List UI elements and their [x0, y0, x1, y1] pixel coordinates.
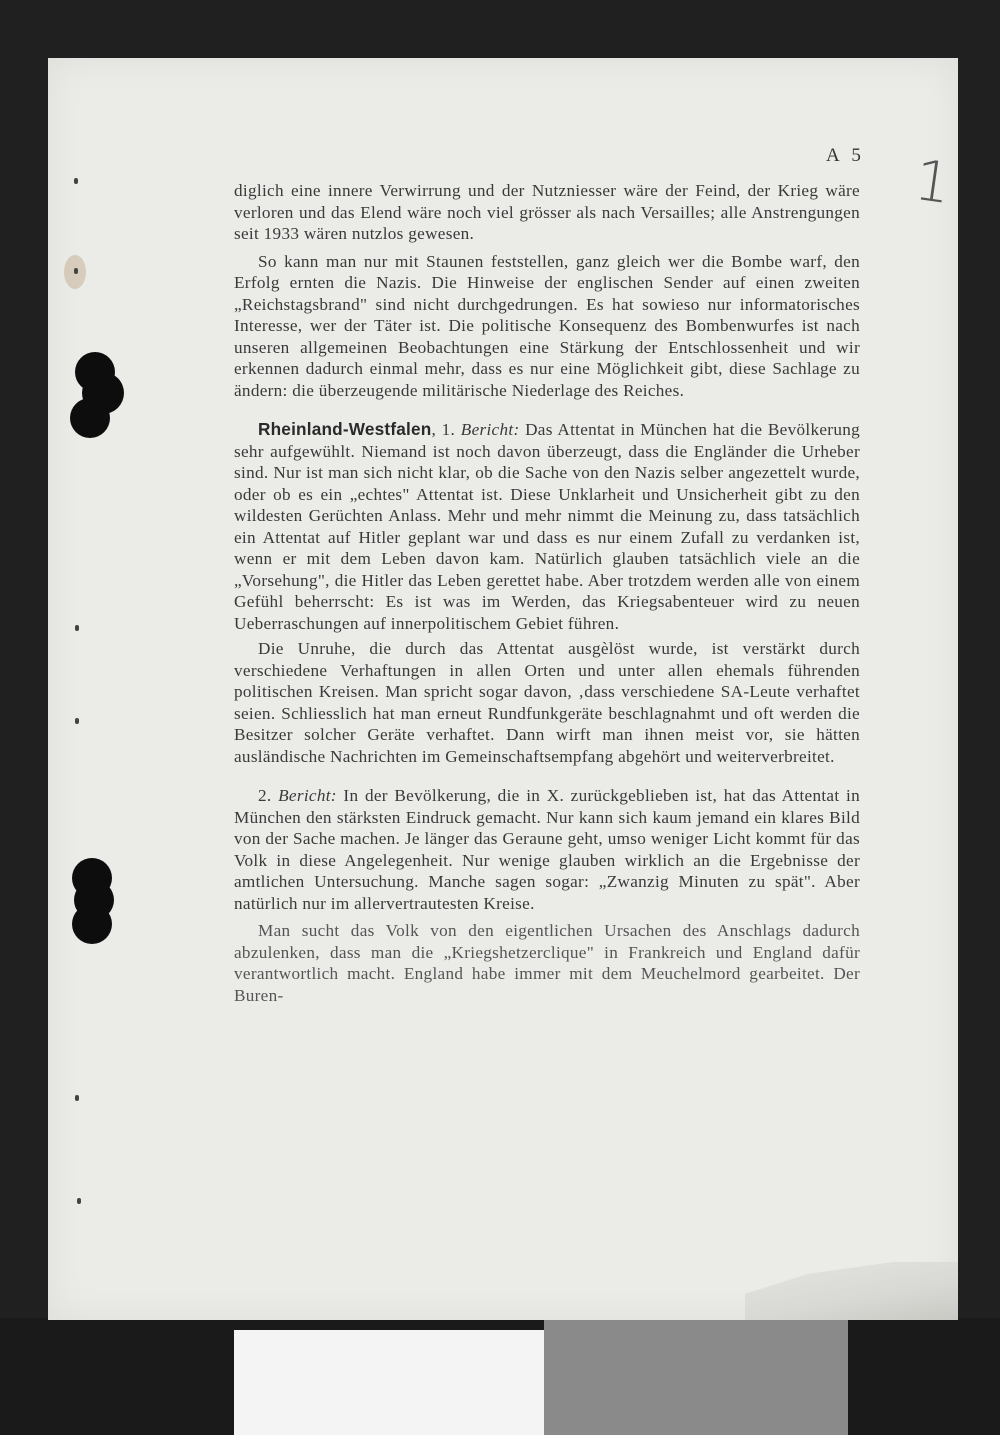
paragraph [234, 638, 860, 767]
report-number: , 1. [431, 420, 461, 439]
paragraph-text: In der Bevölkerung, die in X. zurückgeblieben ist, hat das Attentat in München den stärksten Eindruck gemacht. Nur kann sich kaum jemand ein klares Bild von der Sache machen. Je länger das Geraune geht, umso weniger Licht kommt für das Volk in diese Angelegenheit. Nur wenige glauben wirklich an die Ergebnisse der amtlichen Untersuchung. Manche sagen sogar: „Zwanzig Minuten zu spät". Aber natürlich nur im allervertrautesten Kreise. [234, 786, 860, 913]
paragraph-text: diglich eine innere Verwirrung und der Nutzniesser wäre der Feind, der Krieg wäre verloren und das Elend wäre noch viel grösser als nach Versailles; alle Anstrengungen seit 1933 wären nutzlos gewesen. [234, 181, 860, 243]
report-paragraph [234, 785, 860, 914]
paragraph-text: Die Unruhe, die durch das Attentat ausgèlöst wurde, ist verstärkt durch verschiedene Verhaftungen in allen Orten und unter allen ehemals führenden politischen Kreisen. Man spricht sogar davon, ‚dass verschiedene SA-Leute verhaftet seien. Schliesslich hat man erneut Rundfunkgeräte beschlagnahmt und oft werden die Besitzer solcher Geräte verhaftet. Dann wirft man ihnen meist vor, sie hätten ausländische Nachrichten im Gemeinschaftsempfang abgehört und weiterverbreitet. [234, 639, 860, 766]
paragraph-text: Man sucht das Volk von den eigentlichen Ursachen des Anschlags dadurch abzulenken, dass man die „Kriegshetzerclique" in Frankreich und England dafür verantwortlich macht. England habe immer mit dem Meuchelmord gearbeitet. Der Buren- [234, 921, 860, 1005]
paragraph-text: Das Attentat in München hat die Bevölkerung sehr aufgewühlt. Niemand ist noch davon überzeugt, dass die Engländer die Urheber sind. Nur ist man sich nicht klar, ob die Sache von den Nazis selber angezettelt wurde, oder ob es ein „echtes" Attentat ist. Diese Unklarheit und Unsicherheit gibt zu den wildesten Gerüchten Anlass. Mehr und mehr nimmt die Meinung zu, dass tatsächlich ein Attentat auf Hitler geplant war und dass es nur einem Zufall zu verdanken ist, wenn er mit dem Leben davon kam. Natürlich glauben tatsächlich viele an die „Vorsehung", die Hitler das Leben gerettet habe. Aber trotzdem werden alle von einem Gefühl beherrscht: Es ist was im Werden, das Kriegsabenteuer wird zu neuen Ueberraschungen auf innerpolitischem Gebiet führen. [234, 420, 861, 633]
gray-calibration-swatch [544, 1318, 848, 1435]
report-paragraph [234, 419, 860, 634]
staple-mark [75, 625, 79, 631]
document-body [234, 180, 860, 1006]
page-number: A 5 [826, 145, 865, 166]
report-label: Bericht: [278, 786, 337, 805]
pencil-annotation: 1 [910, 147, 955, 218]
punch-hole [72, 904, 112, 944]
paragraph-text: So kann man nur mit Staunen feststellen, ganz gleich wer die Bombe warf, den Erfolg ernten die Nazis. Die Hinweise der englischen Sender auf einen zweiten „Reichstagsbrand" sind nicht durchgedrungen. Es hat sowieso nur informatorisches Interesse, wer der Täter ist. Die politische Konsequenz des Bombenwurfes ist nach unseren allgemeinen Beobachtungen eine Stärkung der Entschlossenheit und wir erkennen dadurch einmal mehr, dass es nur eine Möglichkeit gibt, diese Sachlage zu ändern: die überzeugende militärische Niederlage des Reiches. [234, 251, 860, 400]
paragraph [234, 180, 860, 245]
staple-mark [74, 178, 78, 184]
region-heading: Rheinland-Westfalen [258, 419, 432, 439]
staple-mark [75, 1095, 79, 1101]
report-label: Bericht: [460, 420, 520, 439]
report-number: 2. [258, 786, 279, 805]
staple-mark [77, 1198, 81, 1204]
paragraph [234, 920, 860, 1006]
paragraph [234, 251, 860, 402]
punch-hole [70, 398, 110, 438]
staple-mark [74, 268, 78, 274]
staple-mark [75, 718, 79, 724]
white-calibration-swatch [234, 1330, 544, 1435]
